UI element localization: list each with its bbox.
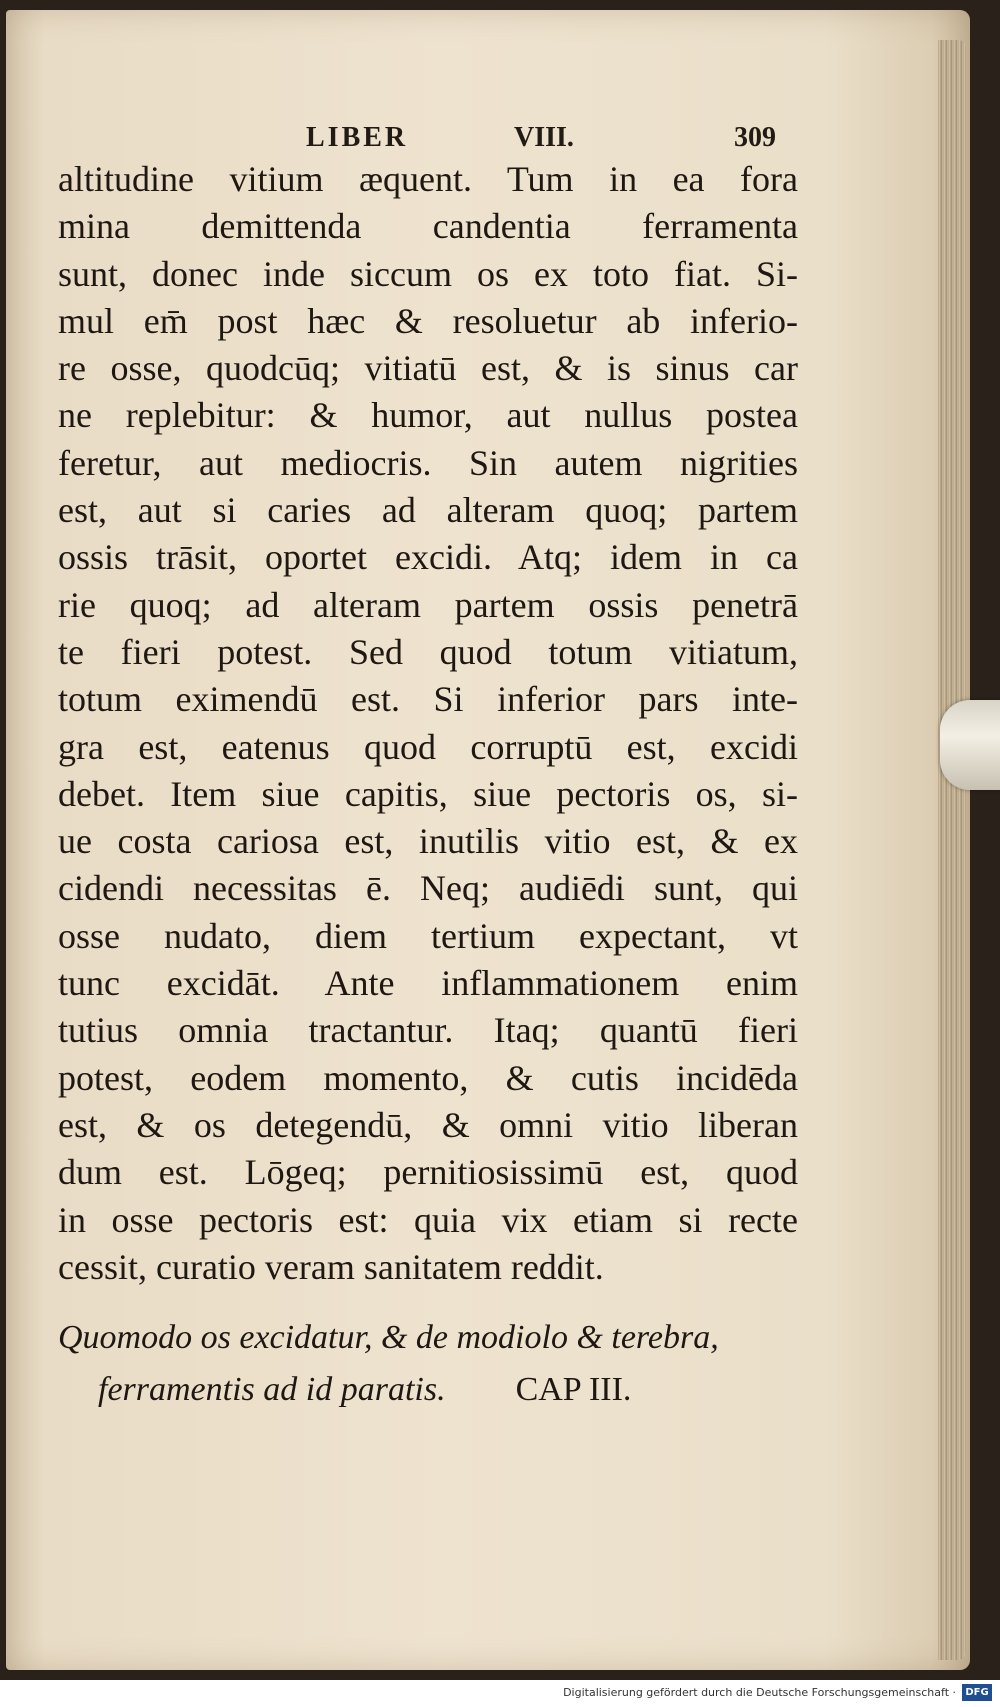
text-line: totum eximendū est. Si inferior pars inte- bbox=[58, 679, 798, 720]
text-line: tunc excidāt. Ante inflammationem enim bbox=[58, 963, 798, 1004]
chapter-number: CAP III. bbox=[515, 1371, 632, 1408]
text-line: est, & os detegendū, & omni vitio liberan bbox=[58, 1104, 798, 1145]
running-head-book-number: VIII. bbox=[514, 122, 574, 153]
text-line: feretur, aut mediocris. Sin autem nigrities bbox=[58, 442, 798, 483]
text-line: in osse pectoris est: quia vix etiam si recte bbox=[58, 1199, 798, 1240]
text-line: rie quoq; ad alteram partem ossis penetrā bbox=[58, 584, 798, 625]
page-edges bbox=[938, 40, 966, 1660]
running-head-liber: LIBER bbox=[306, 122, 409, 153]
digitization-credit: Digitalisierung gefördert durch die Deutsche Forschungsgemeinschaft · bbox=[563, 1686, 956, 1699]
chapter-heading bbox=[58, 1312, 798, 1416]
book-page bbox=[6, 10, 970, 1670]
text-line: osse nudato, diem tertium expectant, vt bbox=[58, 915, 798, 956]
text-line: mul em̄ post hæc & resoluetur ab inferio- bbox=[58, 300, 798, 341]
body-text bbox=[58, 156, 798, 1291]
running-head bbox=[66, 122, 806, 152]
text-line: te fieri potest. Sed quod totum vitiatum, bbox=[58, 631, 798, 672]
text-line: debet. Item siue capitis, siue pectoris os, si- bbox=[58, 773, 798, 814]
chapter-heading-line-2-text: ferramentis ad id paratis. bbox=[98, 1371, 446, 1408]
dfg-logo: DFG bbox=[962, 1684, 992, 1701]
text-line: ue costa cariosa est, inutilis vitio est, & ex bbox=[58, 821, 798, 862]
text-line: cidendi necessitas ē. Neq; audiēdi sunt, qui bbox=[58, 868, 798, 909]
text-line: cessit, curatio veram sanitatem reddit. bbox=[58, 1246, 604, 1287]
text-line: potest, eodem momento, & cutis incidēda bbox=[58, 1057, 798, 1098]
footer-bar bbox=[0, 1680, 1000, 1707]
text-line: ossis trāsit, oportet excidi. Atq; idem in ca bbox=[58, 537, 798, 578]
text-line: re osse, quodcūq; vitiatū est, & is sinus car bbox=[58, 348, 798, 389]
chapter-heading-line-1: Quomodo os excidatur, & de modiolo & terebra, bbox=[58, 1319, 719, 1356]
text-line: sunt, donec inde siccum os ex toto fiat. Si- bbox=[58, 253, 798, 294]
text-line: ne replebitur: & humor, aut nullus postea bbox=[58, 395, 798, 436]
page-number: 309 bbox=[734, 122, 776, 153]
page-marker-tab bbox=[940, 700, 1000, 790]
chapter-heading-line-2 bbox=[58, 1364, 798, 1416]
text-line: dum est. Lōgeq; pernitiosissimū est, quod bbox=[58, 1152, 798, 1193]
text-line: altitudine vitium æquent. Tum in ea fora bbox=[58, 159, 798, 199]
text-line: tutius omnia tractantur. Itaq; quantū fieri bbox=[58, 1010, 798, 1051]
text-line: gra est, eatenus quod corruptū est, excidi bbox=[58, 726, 798, 767]
text-line: est, aut si caries ad alteram quoq; partem bbox=[58, 490, 798, 531]
text-line: mina demittenda candentia ferramenta bbox=[58, 206, 798, 247]
